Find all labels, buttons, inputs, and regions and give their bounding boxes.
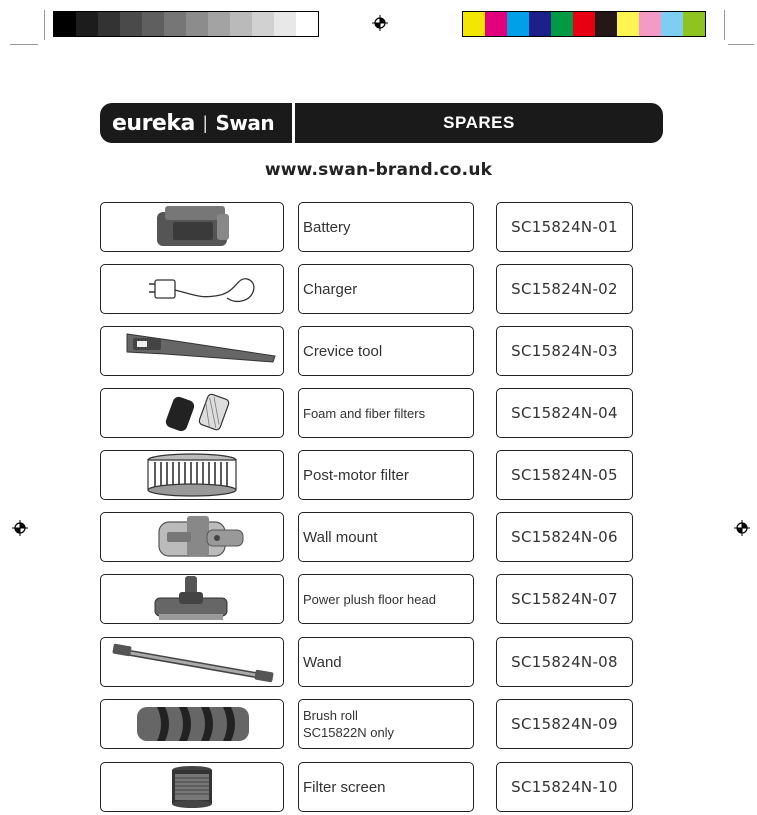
part-code: SC15824N-07: [511, 590, 618, 608]
part-name: Foam and fiber filters: [303, 405, 426, 421]
brand-logo: [100, 111, 292, 136]
part-row: [100, 450, 640, 502]
part-code: SC15824N-05: [511, 466, 618, 484]
process-color-swatch: [485, 12, 507, 36]
part-name: Wand: [303, 653, 342, 671]
part-row: [100, 512, 640, 564]
part-code-box: [496, 637, 633, 687]
part-name: Filter screen: [303, 778, 386, 796]
part-name: Power plush floor head: [303, 591, 436, 607]
part-row: [100, 202, 640, 254]
brush-roll-icon: [107, 701, 277, 747]
part-image-box: [100, 202, 284, 252]
part-image-box: [100, 637, 284, 687]
part-code: SC15824N-04: [511, 404, 618, 422]
part-image-box: [100, 512, 284, 562]
grayscale-swatch: [142, 12, 164, 36]
part-image-box: [100, 699, 284, 749]
part-image-box: [100, 450, 284, 500]
part-name: Brush roll SC15822N only: [303, 708, 395, 740]
part-code-box: [496, 264, 633, 314]
website-url: www.swan-brand.co.uk: [264, 160, 493, 180]
part-row: [100, 762, 640, 814]
spares-header: [100, 103, 663, 143]
swan-logo-text: Swan: [215, 111, 275, 135]
part-row: [100, 637, 640, 689]
process-color-swatch: [573, 12, 595, 36]
part-code: SC15824N-06: [511, 528, 618, 546]
part-name: Post-motor filter: [303, 466, 409, 484]
part-name-box: [298, 637, 474, 687]
page-title: SPARES: [443, 113, 515, 132]
filter-screen-icon: [107, 764, 277, 810]
part-name-box: [298, 450, 474, 500]
post-motor-filter-icon: [107, 452, 277, 498]
part-row: [100, 388, 640, 440]
process-color-swatch: [529, 12, 551, 36]
part-code-box: [496, 762, 633, 812]
part-code: SC15824N-01: [511, 218, 618, 236]
grayscale-swatch: [208, 12, 230, 36]
part-image-box: [100, 762, 284, 812]
grayscale-swatch: [274, 12, 296, 36]
brand-separator: |: [202, 112, 208, 133]
part-image-box: [100, 388, 284, 438]
part-name-box: [298, 762, 474, 812]
process-color-swatch: [639, 12, 661, 36]
part-name: Crevice tool: [303, 342, 383, 360]
part-code: SC15824N-03: [511, 342, 618, 360]
part-code-box: [496, 574, 633, 624]
grayscale-swatch: [54, 12, 76, 36]
crop-mark-right-horizontal: [728, 44, 754, 45]
part-row: [100, 326, 640, 378]
crop-mark-left-horizontal: [10, 44, 38, 45]
process-color-swatch: [463, 12, 485, 36]
eureka-logo-text: eureka: [112, 110, 195, 136]
crop-mark-top-right: [724, 10, 725, 40]
part-name: Battery: [303, 218, 351, 236]
part-code-box: [496, 326, 633, 376]
part-row: [100, 574, 640, 626]
wand-icon: [107, 639, 277, 685]
process-color-bar: [462, 11, 706, 37]
part-code-box: [496, 699, 633, 749]
grayscale-swatch: [76, 12, 98, 36]
process-color-swatch: [683, 12, 705, 36]
grayscale-swatch: [296, 12, 318, 36]
crop-mark-top-left: [44, 10, 45, 40]
part-code-box: [496, 450, 633, 500]
process-color-swatch: [595, 12, 617, 36]
part-name-box: [298, 699, 474, 749]
process-color-swatch: [617, 12, 639, 36]
part-code: SC15824N-09: [511, 715, 618, 733]
process-color-swatch: [661, 12, 683, 36]
foam-fiber-filters-icon: [107, 390, 277, 436]
part-image-box: [100, 326, 284, 376]
registration-mark-icon: [734, 520, 750, 536]
floor-head-icon: [107, 576, 277, 622]
part-code-box: [496, 388, 633, 438]
registration-mark-icon: [12, 520, 28, 536]
part-name-box: [298, 388, 474, 438]
part-code-box: [496, 202, 633, 252]
grayscale-swatch: [164, 12, 186, 36]
part-name: Wall mount: [303, 528, 378, 546]
wall-mount-icon: [107, 514, 277, 560]
part-code: SC15824N-08: [511, 653, 618, 671]
grayscale-swatch: [120, 12, 142, 36]
part-code: SC15824N-10: [511, 778, 618, 796]
part-image-box: [100, 264, 284, 314]
part-name-box: [298, 264, 474, 314]
process-color-swatch: [507, 12, 529, 36]
process-color-swatch: [551, 12, 573, 36]
grayscale-swatch: [98, 12, 120, 36]
part-row: [100, 264, 640, 316]
grayscale-swatch: [252, 12, 274, 36]
part-code: SC15824N-02: [511, 280, 618, 298]
crevice-tool-icon: [107, 328, 277, 374]
part-name-box: [298, 512, 474, 562]
part-name-box: [298, 326, 474, 376]
part-name-box: [298, 202, 474, 252]
charger-icon: [107, 266, 277, 312]
part-name: Charger: [303, 280, 358, 298]
part-row: [100, 699, 640, 751]
part-code-box: [496, 512, 633, 562]
grayscale-swatch: [186, 12, 208, 36]
part-name-box: [298, 574, 474, 624]
battery-icon: [107, 204, 277, 250]
grayscale-color-bar: [53, 11, 319, 37]
registration-mark-icon: [372, 15, 388, 31]
part-image-box: [100, 574, 284, 624]
grayscale-swatch: [230, 12, 252, 36]
